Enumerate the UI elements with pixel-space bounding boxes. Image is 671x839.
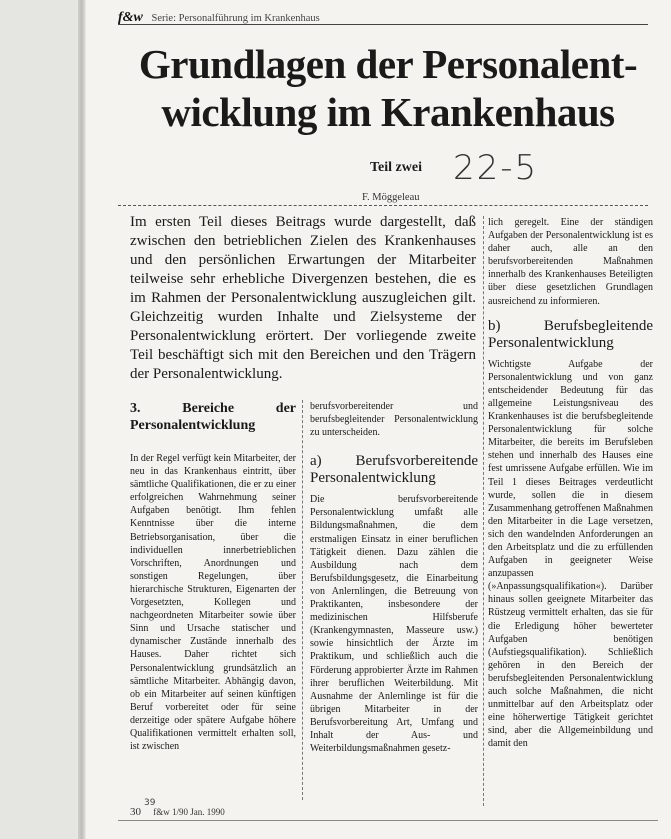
- column-3: [488, 216, 653, 750]
- column-divider: [483, 216, 484, 806]
- col2-lead-text: berufsvorbereitender und berufsbegleitender Personalentwicklung zu unterscheiden.: [310, 401, 478, 439]
- column-1: [130, 400, 296, 753]
- handwritten-page-number: 39: [144, 798, 156, 808]
- page-number: 30: [130, 806, 141, 818]
- header-rule: [118, 24, 648, 25]
- col3-lead-text: lich geregelt. Eine der ständigen Aufgaben der Personalentwicklung ist es daher auch, alle an den berufsvorbereitenden Maßnahmen innerhalb des Krankenhauses Beteiligten über diese gesetzlichen Grundlagen ausreichend zu informieren.: [488, 217, 653, 307]
- article-title: Grundlagen der Personalent-wicklung im Krankenhaus: [138, 41, 638, 135]
- series-label: Serie: Personalführung im Krankenhaus: [151, 13, 320, 24]
- section-heading-berufsbegleitende: b) Berufsbegleitende Personalentwicklung: [488, 317, 653, 351]
- col3-body-text: Wichtigste Aufgabe der Personalentwicklung und von ganz entscheidender Bedeutung für das allgemeine Leistungsniveau des Krankenhauses ist die berufsbegleitende Personalentwicklung für solche Mitarbeiter, die bereits im Berufsleben stehen und innerhalb des Hauses eine fest umrissene Aufgabe erfüllen. Wie im Teil 1 dieses Beitrages verdeutlicht wurde, sollen die in diesem Zusammenhang getroffenen Maßnahmen den Mitarbeiter in die Lage versetzen, sich den wandelnden Anforderungen an den Arbeitsplatz und die zu erfüllenden Aufgaben in geeigneter Weise anzupassen (»Anpassungsqualifikation«). Darüber hinaus sollen geeignete Mitarbeiter das Rüstzeug vermittelt erhalten, das sie für die Erledigung höher bewerteter Aufgaben benötigen (Aufstiegsqualifikation). Schließlich gehören in den Bereich der berufsbegleitenden Personalentwicklung auch solche Maßnahmen, die nicht unmittelbar auf den Arbeitsplatz oder eine höherwertige Tätigkeit gerichtet sind, aber die Allgemeinbildung und damit den: [488, 358, 653, 750]
- page-fold-shadow: [78, 0, 86, 839]
- author-rule: [118, 205, 648, 206]
- footer-rule: [118, 820, 658, 821]
- journal-logo: f&w: [118, 10, 143, 25]
- journal-issue: f&w 1/90 Jan. 1990: [153, 807, 225, 817]
- scanner-margin: [0, 0, 84, 839]
- section-text-bereiche: In der Regel verfügt kein Mitarbeiter, der neu in das Krankenhaus eintritt, über sämtliche Qualifikationen, die er zu einer erfolgreichen Wahrnehmung seiner Aufgaben benötigt. Ihm fehlen Kenntnisse über die interne Betriebsorganisation, über die individuellen innerbetrieblichen Vorschriften, Anordnungen und sonstigen Regelungen, über hierarchische Strukturen, Eigenarten der Vorgesetzten, Kollegen und nachgeordneten Mitarbeiter sowie über Sinn und Ursache statischer und dynamischer Zustände innerhalb des Hauses. Daher richtet sich Personalentwicklung grundsätzlich an sämtliche Mitarbeiter. Abhängig davon, ob ein Mitarbeiter auf seinen künftigen Beruf vorbereitet oder für seine derzeitige oder spätere Aufgabe höhere Qualifikationen vermittelt erhalten soll, ist zwischen: [130, 453, 296, 753]
- column-divider: [302, 400, 303, 800]
- article-subtitle: Teil zwei: [370, 160, 422, 175]
- handwritten-note: 22-5: [453, 148, 539, 188]
- author-name: F. Möggeleau: [362, 192, 420, 203]
- column-2: [310, 400, 478, 755]
- col2-body-text: Die berufsvorbereitende Personalentwicklung umfaßt alle Bildungsmaßnahmen, die dem erstmaligen Einsatz in einer beruflichen Tätigkeit dienen. Dazu zählen die Ausbildung nach dem Berufsbildungsgesetz, die Einarbeitung von Anlernlingen, die Betreuung von Praktikanten, insbesondere der medizinischen Hilfsberufe (Krankengymnasten, Masseure usw.) sowie hinsichtlich der Ärzte im Praktikum, und schließlich auch die Förderung approbierter Ärzte im Rahmen ihrer beruflichen Weiterbildung. Mit Ausnahme der Anlernlinge ist für die übrigen Mitarbeiter in der Berufsvorbereitung Art, Umfang und Inhalt der Aus- und Weiterbildungsmaßnahmen gesetz-: [310, 494, 478, 755]
- intro-paragraph: Im ersten Teil dieses Beitrags wurde dargestellt, daß zwischen den betrieblichen Zielen des Krankenhauses und den persönlichen Erwartungen der Mitarbeiter teilweise sehr erhebliche Divergenzen bestehen, die es im Rahmen der Personalentwicklung auszugleichen gilt. Gleichzeitig wurden Inhalte und Zielsysteme der Personalentwicklung erörtert. Der vorliegende zweite Teil beschäftigt sich mit den Bereichen und den Trägern der Personalentwicklung.: [130, 214, 476, 382]
- page-footer: [130, 798, 225, 818]
- section-heading-berufsvorbereitende: a) Berufsvorbereitende Personalentwicklung: [310, 453, 478, 487]
- section-heading-bereiche: 3. Bereiche der Personalentwicklung: [130, 401, 296, 433]
